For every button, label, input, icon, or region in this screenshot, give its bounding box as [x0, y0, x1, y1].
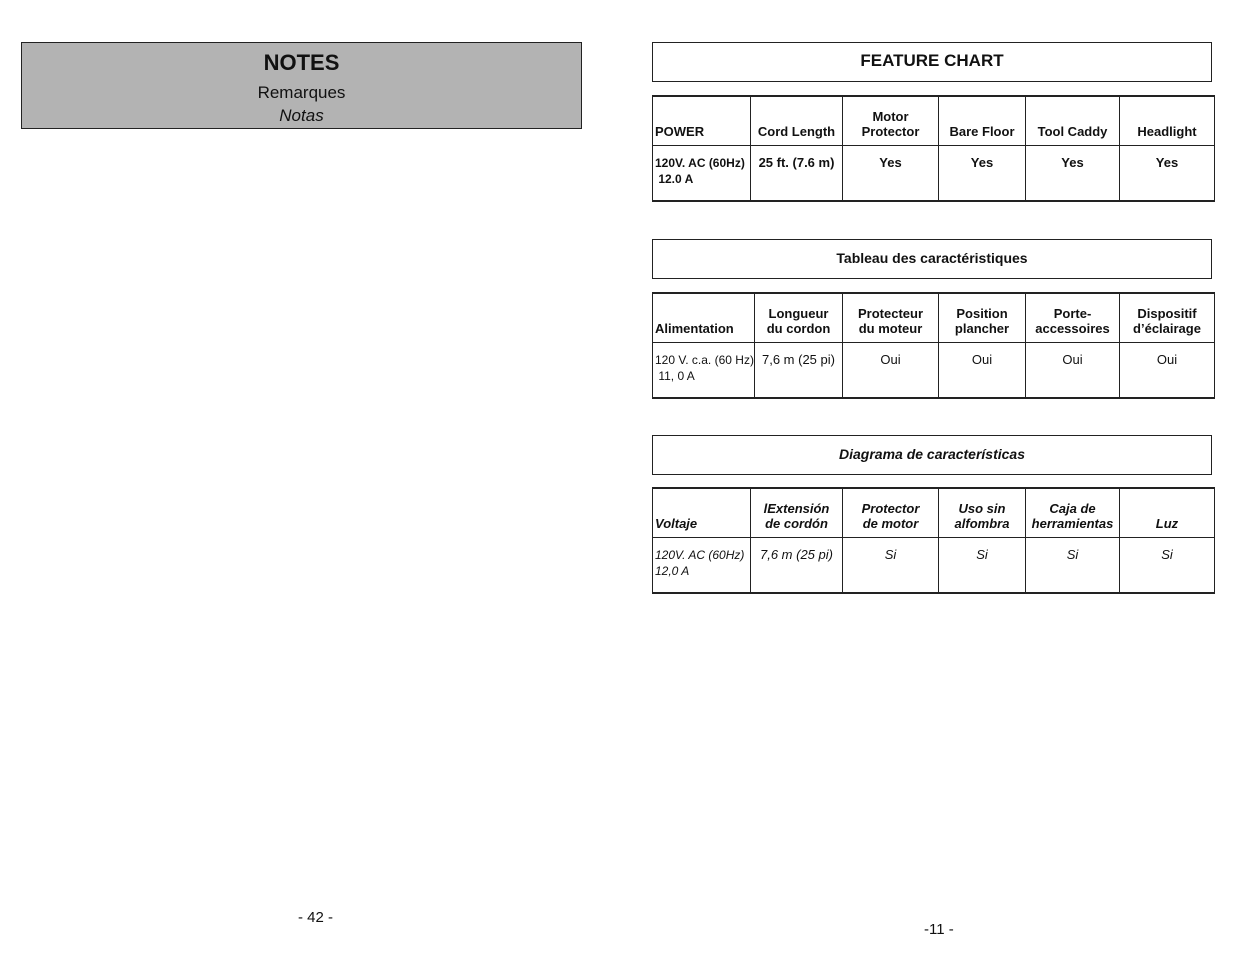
notes-title-spanish: Notas [279, 106, 324, 125]
page-number-right: -11 - [924, 921, 954, 938]
value-cell: Si [1120, 538, 1215, 594]
value-cell: 7,6 m (25 pi) [751, 538, 843, 594]
header-cell: Tool Caddy [1026, 96, 1120, 146]
notes-title-french: Remarques [257, 83, 346, 102]
notes-title: NOTES [263, 50, 340, 75]
header-cell: Voltaje [653, 488, 751, 538]
header-cell: Uso sin alfombra [939, 488, 1026, 538]
table-row [653, 343, 1215, 399]
value-cell: Oui [939, 343, 1026, 399]
value-cell: Yes [939, 146, 1026, 202]
value-cell: Oui [1026, 343, 1120, 399]
spanish-chart-table [652, 487, 1215, 594]
value-cell: 120V. AC (60Hz) 12,0 A [653, 538, 751, 594]
value-cell: 120V. AC (60Hz) 12.0 A [653, 146, 751, 202]
french-chart-title: Tableau des caractéristiques [836, 250, 1028, 266]
header-cell: Protector de motor [843, 488, 939, 538]
spanish-chart-title-box [652, 435, 1212, 475]
header-cell: Porte- accessoires [1026, 293, 1120, 343]
value-cell: Si [843, 538, 939, 594]
header-cell: Headlight [1120, 96, 1215, 146]
spanish-chart-title: Diagrama de características [839, 446, 1025, 462]
value-cell: 120 V. c.a. (60 Hz) 11, 0 A [653, 343, 755, 399]
french-chart-title-box [652, 239, 1212, 279]
table-row [653, 146, 1215, 202]
table-header-row [653, 96, 1215, 146]
header-cell: Luz [1120, 488, 1215, 538]
feature-chart-table [652, 95, 1215, 202]
header-cell: Alimentation [653, 293, 755, 343]
header-cell: Cord Length [751, 96, 843, 146]
value-cell: 7,6 m (25 pi) [755, 343, 843, 399]
value-cell: Oui [1120, 343, 1215, 399]
header-cell: Protecteur du moteur [843, 293, 939, 343]
value-cell: Yes [1026, 146, 1120, 202]
value-cell: Oui [843, 343, 939, 399]
feature-chart-title-box [652, 42, 1212, 82]
value-cell: Yes [843, 146, 939, 202]
header-cell: Position plancher [939, 293, 1026, 343]
header-cell: Longueur du cordon [755, 293, 843, 343]
value-cell: Si [1026, 538, 1120, 594]
feature-chart-title: FEATURE CHART [860, 51, 1004, 70]
header-cell: Motor Protector [843, 96, 939, 146]
header-cell: Caja de herramientas [1026, 488, 1120, 538]
table-header-row [653, 488, 1215, 538]
value-cell: Yes [1120, 146, 1215, 202]
french-chart-table [652, 292, 1215, 399]
table-header-row [653, 293, 1215, 343]
header-cell: Bare Floor [939, 96, 1026, 146]
page-number-left: - 42 - [298, 909, 334, 926]
value-cell: Si [939, 538, 1026, 594]
notes-header-box [21, 42, 582, 129]
header-cell: Dispositif d’éclairage [1120, 293, 1215, 343]
header-cell: POWER [653, 96, 751, 146]
header-cell: lExtensión de cordón [751, 488, 843, 538]
table-row [653, 538, 1215, 594]
value-cell: 25 ft. (7.6 m) [751, 146, 843, 202]
